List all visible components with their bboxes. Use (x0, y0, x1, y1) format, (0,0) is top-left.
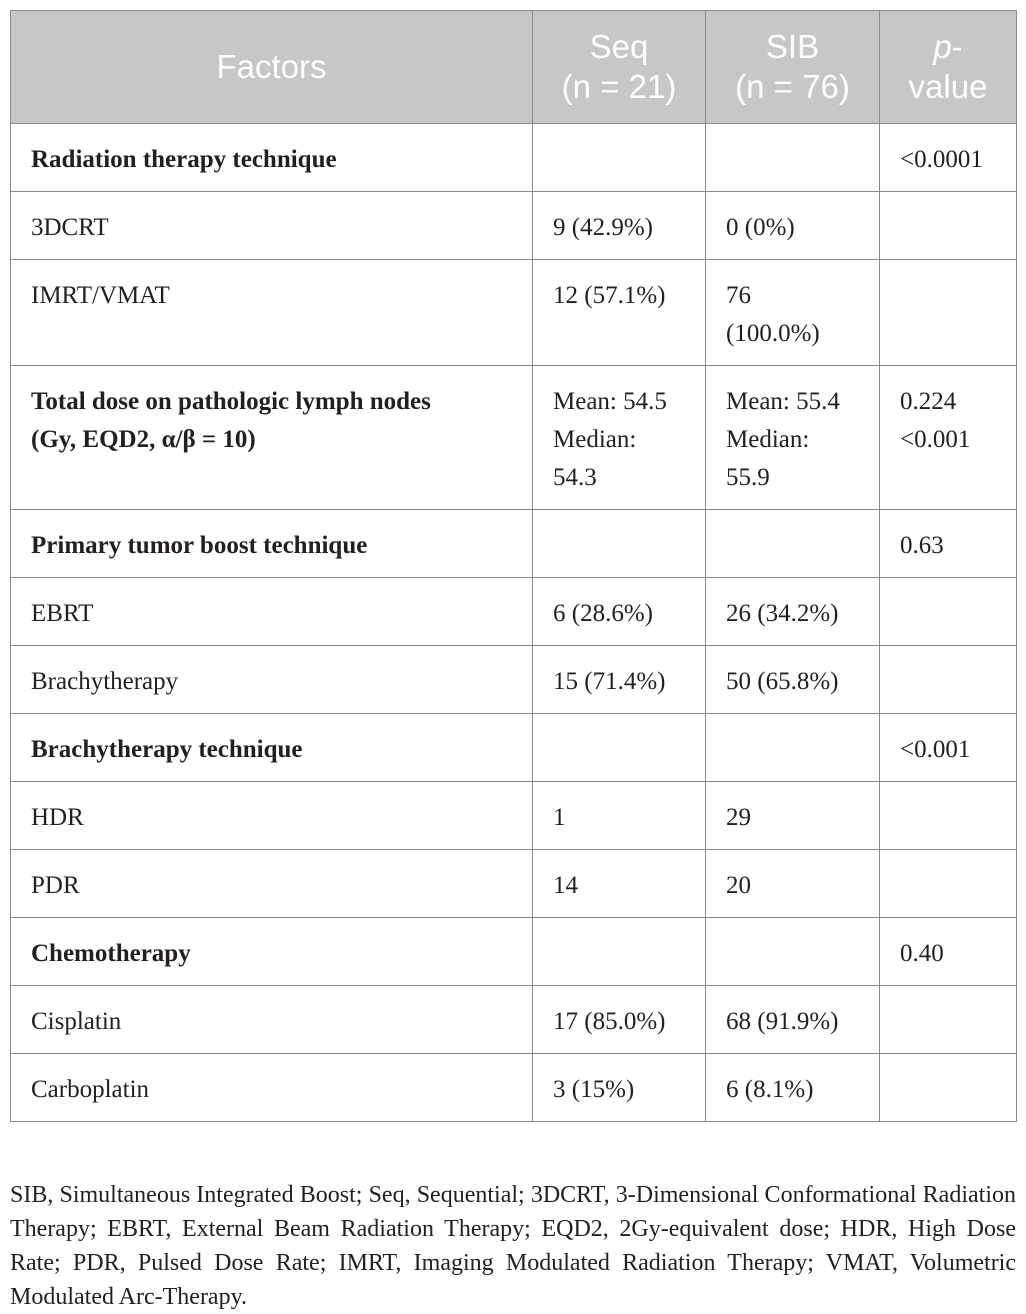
seq-cell: 17 (85.0%) (533, 986, 706, 1054)
seq-cell: 12 (57.1%) (533, 260, 706, 366)
p-value-cell (880, 1054, 1017, 1122)
sib-cell: 29 (706, 782, 880, 850)
p-value-cell: <0.001 (880, 714, 1017, 782)
factor-cell: HDR (11, 782, 533, 850)
sib-cell (706, 714, 880, 782)
seq-cell: 15 (71.4%) (533, 646, 706, 714)
table-row (11, 918, 1017, 986)
table-row (11, 646, 1017, 714)
seq-cell (533, 366, 706, 510)
table-row (11, 782, 1017, 850)
results-table (10, 10, 1017, 1122)
seq-cell: 1 (533, 782, 706, 850)
table-row (11, 1054, 1017, 1122)
p-value-cell: 0.40 (880, 918, 1017, 986)
factor-cell: Chemotherapy (11, 918, 533, 986)
seq-cell: 3 (15%) (533, 1054, 706, 1122)
p-value-cell (880, 192, 1017, 260)
factor-cell: Carboplatin (11, 1054, 533, 1122)
sib-cell: 26 (34.2%) (706, 578, 880, 646)
header-sib (706, 11, 880, 124)
header-p-value-label: value (908, 68, 988, 105)
factor-cell-line: Total dose on pathologic lymph nodes (31, 388, 431, 415)
sib-cell (706, 918, 880, 986)
table-row (11, 510, 1017, 578)
factor-cell: Brachytherapy technique (11, 714, 533, 782)
header-sib-count: (n = 76) (735, 68, 850, 105)
sib-cell: 6 (8.1%) (706, 1054, 880, 1122)
seq-cell (533, 918, 706, 986)
header-p-dash: - (951, 28, 963, 65)
header-row (11, 11, 1017, 124)
header-sib-label: SIB (765, 28, 820, 65)
sib-cell: 0 (0%) (706, 192, 880, 260)
factor-cell: Radiation therapy technique (11, 124, 533, 192)
seq-cell: 14 (533, 850, 706, 918)
p-value-cell (880, 850, 1017, 918)
factor-cell: EBRT (11, 578, 533, 646)
sib-cell (706, 124, 880, 192)
sib-cell-line: (100.0%) (726, 320, 820, 347)
p-value-cell: <0.0001 (880, 124, 1017, 192)
factor-cell: Brachytherapy (11, 646, 533, 714)
factor-cell: IMRT/VMAT (11, 260, 533, 366)
table-row (11, 578, 1017, 646)
table-row (11, 260, 1017, 366)
sib-cell: 50 (65.8%) (706, 646, 880, 714)
results-table-container (10, 10, 1016, 1122)
sib-cell (706, 510, 880, 578)
sib-cell-line: Median: (726, 426, 810, 453)
factor-cell: Primary tumor boost technique (11, 510, 533, 578)
sib-cell: 20 (706, 850, 880, 918)
seq-cell-line: Median: (553, 426, 637, 453)
header-seq (533, 11, 706, 124)
header-factors-label: Factors (216, 48, 327, 85)
p-value-cell: 0.63 (880, 510, 1017, 578)
header-seq-label: Seq (589, 28, 649, 65)
p-value-cell (880, 260, 1017, 366)
p-value-cell (880, 646, 1017, 714)
table-row (11, 192, 1017, 260)
p-value-cell (880, 578, 1017, 646)
header-factors (11, 11, 533, 124)
factor-cell: PDR (11, 850, 533, 918)
sib-cell-line: Mean: 55.4 (726, 388, 840, 415)
p-value-cell (880, 782, 1017, 850)
factor-cell: Cisplatin (11, 986, 533, 1054)
factor-cell: 3DCRT (11, 192, 533, 260)
seq-cell (533, 714, 706, 782)
header-p-value (880, 11, 1017, 124)
header-seq-count: (n = 21) (561, 68, 677, 105)
table-row (11, 366, 1017, 510)
table-row (11, 714, 1017, 782)
header-p-italic: p (933, 28, 952, 65)
seq-cell (533, 124, 706, 192)
table-row (11, 986, 1017, 1054)
sib-cell-line: 76 (726, 282, 751, 309)
sib-cell-line: 55.9 (726, 464, 770, 491)
sib-cell (706, 366, 880, 510)
sib-cell: 68 (91.9%) (706, 986, 880, 1054)
p-value-cell (880, 986, 1017, 1054)
seq-cell: 9 (42.9%) (533, 192, 706, 260)
p-value-cell (880, 366, 1017, 510)
p-value-line: <0.001 (900, 426, 971, 453)
p-value-line: 0.224 (900, 388, 957, 415)
seq-cell (533, 510, 706, 578)
factor-cell-line: (Gy, EQD2, α/β = 10) (31, 426, 256, 453)
table-footnote: SIB, Simultaneous Integrated Boost; Seq, Sequential; 3DCRT, 3-Dimensional Conformational Radiation Therapy; EBRT, External Beam Radiation Therapy; EQD2, 2Gy-equivalent dose; HDR, High Dose Rate; PDR, Pulsed Dose Rate; IMRT, Imaging Modulated Radiation Therapy; VMAT, Volumetric Modulated Arc-Therapy. (10, 1182, 1016, 1310)
sib-cell (706, 260, 880, 366)
seq-cell-line: Mean: 54.5 (553, 388, 667, 415)
seq-cell-line: 54.3 (553, 464, 597, 491)
table-row (11, 850, 1017, 918)
factor-cell (11, 366, 533, 510)
seq-cell: 6 (28.6%) (533, 578, 706, 646)
table-row (11, 124, 1017, 192)
